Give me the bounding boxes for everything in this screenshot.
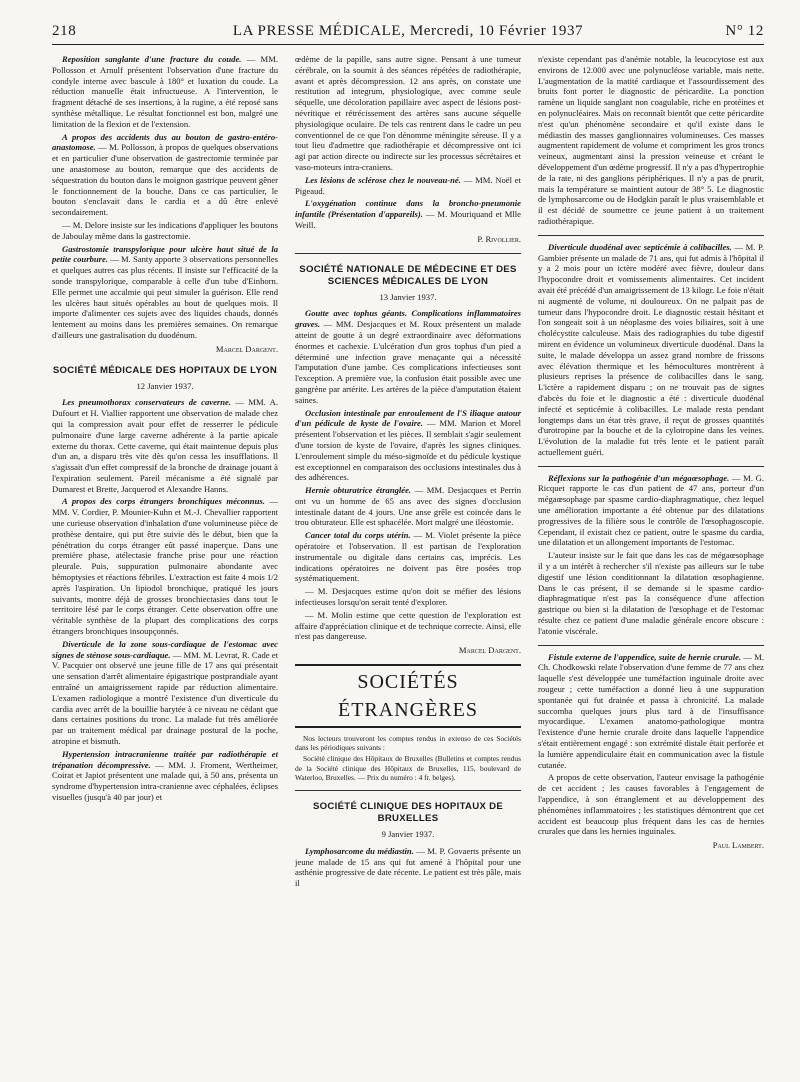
note-text: Société clinique des Hôpitaux de Bruxelles (Bulletins et comptes rendus de la Société clinique des Hôpitaux de Bruxelles, 115, boulevard de Waterloo, Bruxelles. — Prix du numéro : 4 fr. belges). [295, 754, 521, 782]
article-body: — M. Ch. Chodkowski relate l'observation d'une femme de 77 ans chez laquelle s'est développée une tuméfaction inguinale droite avec rougeur ; cette tuméfaction a donné lieu à une suppuration spontanée qui fut drainée et passa à chronicité. La malade succomba quelques jours plus tard à de l'insuffisance myocardique. L'examen anatomo-pathologique montra l'existence d'une hernie crurale droite dans laquelle l'appendice s'était entièrement engagé : son extrémité distale était perforée et la lumière appendiculaire était en communication avec la fistule cutanée. [538, 651, 764, 770]
article [295, 485, 521, 528]
divider [538, 645, 764, 646]
divider [538, 466, 764, 467]
note-text: Nos lecteurs trouveront les comptes rendus in extenso de ces Sociétés dans les périodiques suivants : [295, 734, 521, 753]
session-date: 12 Janvier 1937. [136, 380, 194, 391]
article [538, 652, 764, 771]
column-2 [295, 54, 521, 1070]
article-title: Les pneumothorax conservateurs de caverne. [62, 397, 232, 408]
article-title: Les lésions de sclérose chez le nouveau-né. [305, 174, 461, 185]
article-body: — M. Desjacques estime qu'on doit se méfier des lésions infectieuses lorsqu'on serait tenté d'explorer. [295, 586, 521, 608]
signature: Paul Lambert. [712, 840, 764, 851]
section-title: SOCIÉTÉS ÉTRANGÈRES [295, 664, 521, 728]
article [538, 473, 764, 549]
article [52, 132, 278, 218]
editorial-note [295, 734, 521, 782]
article-body: — M. P. Govaerts présente un jeune malade de 15 ans qui fut amené à l'hôpital pour une asthénie progressive de date récente. Le patient est très pâle, mais il [295, 845, 521, 889]
article-body: — M. Pollosson, à propos de quelques observations et en particulier d'une observation de gastrectomie terminée par une anastomose au bouton, remarque que des accidents de séquestration du bouton dans le moignon gastrique peuvent gêner le fonctionnement de la bouche. Dans ce cas particulier, le bouton s'enclavait dans le cardia et a dû être enlevé secondairement. [52, 142, 278, 218]
society-heading: SOCIÉTÉ MÉDICALE DES HOPITAUX DE LYON [52, 364, 278, 376]
signature: Marcel Dargent. [458, 645, 521, 656]
article-body: — MM. Marion et Morel présentent l'observation et les pièces. Il semblait s'agir seulement d'une torsion de kyste de l'ovaire, d'après les signes cliniques. L'enroulement simple du méso-sigmoïde et du pédicule kystique est exceptionnel en comparaison des occlusions intestinales dus à des adhérences. [295, 418, 521, 483]
article [295, 308, 521, 405]
article-continuation: n'existe cependant pas d'anémie notable, la leucocytose est aux environs de 12.000 avec une polynucléose variable, mais nette. L'augmentation de la matité cardiaque et l'assourdissement des bruits font porter le diagnostic de péricardite. La ponction ramène un liquide sanglant non coagulable, riche en protéines et en polynucléaires. Mais on reconnaît bientôt que cette péricardite n'est qu'un phénomène secondaire et qu'il existe dans le médiastin des masses ganglionnaires volumineuses. Ces masses augmentent rapidement de volume et compriment les gros troncs veineux, augmentant ainsi la pression veineuse et créant le développement d'un œdème progressif. Il n'y a pas d'hypertrophie de la rate, ni des ganglions périphériques. Il n'y a pas de prurit, mais la température se maintient autour de 38° 5. Le diagnostic de lymphosarcome ou de Hodgkin paraît le plus vraisemblable et il est décidé de soumettre ce jeune patient à un traitement radiothérapique. [538, 54, 764, 226]
article-body: — M. Violet présente la pièce opératoire et l'observation. Il est partisan de l'exploration instrumentale ou digitale dans certains cas, imprécis. Les indications opératoires ne doivent pas être posées trop systématiquement. [295, 530, 521, 584]
column-1 [52, 54, 278, 1070]
article-body: — M. Mouriquand et Mlle Weill. [295, 209, 521, 230]
article-body: A propos de cette observation, l'auteur envisage la pathogénie de cet accident ; les causes favorables à l'engagement de l'appendice, à son étranglement et au développement des phénomènes inflammatoires ; les statistiques démontrent que cet accident est beaucoup plus fréquent dans les cas de hernies crurales que dans les hernies inguinales. [538, 772, 764, 837]
article-title: Goutte avec tophus géants. Complications inflammatoires graves. [295, 308, 521, 330]
article-title: Diverticule duodénal avec septicémie à colibacilles. [548, 241, 732, 252]
article-body: — M. P. Gambier présente un malade de 71 ans, qui fut admis à l'hôpital il y a 2 mois pour un ictère modéré avec fièvre, douleur dans l'hypocondre droit et vomissements alimentaires. Cet incident avait été précédé d'un amaigrissement de 13 kilogr. Le foie n'était ni augmenté de volume, ni douloureux. On ne palpait pas de tumeur dans l'hypocondre droit. Le diagnostic restait hésitant et l'on songeait soit à un néoplasme des voies biliaires, soit à une cholécystite calculeuse. Mais des radiographies du tube digestif mirent en évidence un volumineux diverticule duodénal. Dans la suite, le malade développa un assez grand nombre de frissons avec élévation thermique et les hémocultures montrèrent à plusieurs reprises la présence de colibacilles dans le sang. L'ictère a rapidement disparu ; on ne trouvait pas de signes d'abcès du foie et le diagnostic a été : diverticule duodénal infecté et septicémie à colibacilles. Le malade resta pendant longtemps dans un état très grave, il reçut de grosses quantités d'urotropine par la bouche et de la cylotropine dans les veines. L'évolution de la maladie fut très lente et le patient paraît actuellement guéri. [538, 241, 764, 457]
article-title: Réflexions sur la pathogénie d'un mégaœsophage. [548, 472, 730, 483]
page-header [52, 20, 764, 45]
issue-number: N° 12 [725, 23, 764, 39]
divider [538, 235, 764, 236]
article-title: Cancer total du corps utérin. [305, 530, 411, 541]
article-body: — M. Delore insiste sur les indications d'appliquer les boutons de Jaboulay même dans la gastrectomie. [52, 219, 278, 241]
page-number: 218 [52, 23, 77, 39]
article [538, 242, 764, 458]
article [52, 496, 278, 636]
column-3 [538, 54, 764, 1070]
article [295, 175, 521, 197]
article-title: Lymphosarcome du médiastin. [305, 845, 414, 856]
article [295, 198, 521, 230]
article-title: Fistule externe de l'appendice, suite de hernie crurale. [548, 651, 742, 662]
newspaper-page [52, 20, 764, 1070]
article-title: Reposition sanglante d'une fracture du coude. [62, 54, 242, 64]
article [52, 397, 278, 494]
article-body: — MM. J. Froment, Wertheimer, Coirat et Japiot présentent une malade qui, à 50 ans, présenta un syndrome d'hypertension intra-cranienne avec céphalées, éclipses visuelles (jusqu'à 40 par jour) et [52, 759, 278, 802]
journal-title: LA PRESSE MÉDICALE, Mercredi, 10 Février 1937 [232, 23, 584, 39]
signature: P. Rivollier. [477, 233, 521, 244]
article [52, 244, 278, 341]
article-body: — MM. M. Levrat, R. Cade et V. Pacquier ont observé une jeune fille de 17 ans qui présentait une sensation d'arrêt alimentaire épigastrique postprandiale ayant entraîné un amaigrissement rapide par réduction alimentaire. L'examen radiologique a montré l'existence d'un diverticule du cardia avec arrêt de la bouillie barytée à ce niveau ne cédant que dans certaines positions du tronc. La malade fut très améliorée par un traitement médical par drainage postural de la poche, atropine et bismuth. [52, 649, 278, 747]
divider [295, 790, 521, 791]
article-title: Gastrostomie transpylorique pour ulcère haut situé de la petite courbure. [52, 243, 278, 265]
article [295, 530, 521, 584]
article-title: Hernie obturatrice étranglée. [305, 485, 412, 496]
article [295, 408, 521, 484]
session-date: 13 Janvier 1937. [379, 291, 437, 302]
article [52, 639, 278, 747]
society-heading: SOCIÉTÉ NATIONALE DE MÉDECINE ET DES SCIENCES MÉDICALES DE LYON [299, 263, 517, 287]
signature: Marcel Dargent. [215, 343, 278, 354]
divider [295, 253, 521, 254]
article [52, 749, 278, 803]
article-body: — M. Santy apporte 3 observations personnelles et quelques autres cas plus récents. Il insiste sur l'efficacité de la sonde transpylorique, comparable à celle d'un tube d'Einhorn. Elle permet une accalmie qui peut simuler la guérison. Elle rend les ulcères haut situés opérables au bout de quelques mois. Il importe d'alimenter ces sujets avec des liquides chauds, donnés lentement au moins dans les premières semaines. On remarque d'ailleurs une gastralisation du duodénum. [52, 254, 278, 340]
article [52, 54, 278, 130]
article-body: — MM. Desjacques et Perrin ont vu un homme de 65 ans avec des signes d'occlusion intestinale datant de 4 jours. Une anse grêle est coincée dans le trou obturateur. Elle est sphacélée. Mort malgré une iléostomie. [295, 485, 521, 528]
article-title: L'oxygénation continue dans la broncho-pneumonie infantile (Présentation d'appareils). [295, 198, 521, 220]
article-body: — MM. Pollosson et Arnulf présentent l'observation d'une fracture du condyle interne avec bascule à 180° et luxation du coude. La réduction manuelle était infructueuse. A l'intervention, le fragment détaché de ses insertions, à la rugine, a été reposé sans synthèse métallique. Le résultat fonctionnel est bon, malgré une limitation de la flexion et de l'extension. [52, 54, 278, 129]
article-body: — MM. Desjacques et M. Roux présentent un malade atteint de goutte à un degré extraordinaire avec déformations énormes et cachexie. L'ulcération d'un gros tophus d'un pied a déterminé une infection grave menaçante qui a nécessité l'amputation d'une jambe. Ces complications infectieuses sont l'exception. A première vue, la confusion était possible avec une gangrène par artérite. Les artères de la pièce d'amputation étaient saines. [295, 319, 521, 405]
article-body: L'auteur insiste sur le fait que dans les cas de mégaœsophage il y a un intérêt à rechercher s'il n'existe pas ailleurs sur le tube digestif une lésion conditionnant la dilatation œsophagienne. Dans le cas présent, il se demande si le spasme cardio-diaphragmatique n'est pas la conséquence d'une affection gastrique ou bien si la dilatation de l'œsophage et de l'estomac résulte chez ce patient d'une maladie générale encore obscure : l'atonie viscérale. [538, 550, 764, 636]
article-body: — MM. Noël et Pigeaud. [295, 174, 521, 196]
article-title: Occlusion intestinale par enroulement de l'S iliaque autour d'un pédicule de kyste de l'ovaire. [295, 407, 521, 429]
article [295, 846, 521, 889]
article-title: Diverticule de la zone sous-cardiaque de l'estomac avec signes de sténose sous-cardiaque. [52, 638, 278, 660]
article-body: — M. G. Ricquet rapporte le cas d'un patient de 47 ans, porteur d'un mégaœsophage par spasme cardio-diaphragmatique, chez lequel une amélioration importante a été obtenue par des dilatations progressives de la filière sous le contrôle de l'œsophagoscopie. Cependant, il existait chez ce patient, outre le spasme du cardia, une dilatation et un allongement importants de l'estomac. [538, 472, 764, 548]
session-date: 9 Janvier 1937. [381, 829, 435, 840]
society-heading: SOCIÉTÉ CLINIQUE DES HOPITAUX DE BRUXELLES [312, 801, 504, 825]
article-title: Hypertension intracranienne traitée par radiothérapie et trépanation décompressive. [52, 748, 278, 770]
article-continuation: œdème de la papille, sans autre signe. Pensant à une tumeur cérébrale, on la soumit à des séances répétées de radiothérapie, avant et après décompression. 12 ans après, on constate une restitution ad integrum, physiologique, avec comme seule séquelle, une décoloration papillaire avec aspect de lésions post-névritique et rétrécissement des artères sans aucune séquelle physiologique oculaire. De tels cas rentrent dans le cadre un peu conventionnel de ce que l'on dénomme méningite séreuse. Il y a tout lieu d'admettre que radiothérapie et décompressive ont ici agi par action directe ou indirecte sur les processus sécrétaires et vaso-moteurs intra-craniens. [295, 54, 521, 172]
article-body: — M. Molin estime que cette question de l'exploration est affaire d'appréciation clinique et de technique correcte. Ainsi, elle n'est pas dangereuse. [295, 609, 521, 642]
article-title: A propos des corps étrangers bronchiques méconnus. [62, 496, 265, 507]
article-title: A propos des accidents dus au bouton de gastro-entéro-anastomose. [52, 131, 278, 153]
article-body: — MM. V. Cordier, P. Mounier-Kuhn et M.-J. Chevallier rapportent une curieuse observation d'inhalation d'une volumineuse pièce de prothèse dentaire, qui put être suivie dès le début, bien que la pénétration du corps étranger eût passé inaperçue. Dans une première phase, atélectasie franche prise pour une réaction pleurale. Puis, suppuration pulmonaire abondante avec hémoptysies et réactions fébriles. L'extraction est faite 4 mois 1/2 après l'aspiration. Un lipiodol bronchique, pratiqué les jours suivants, montre déjà de grosses bronchiectasies dans tout le territoire lésé par le corps étranger. Cette observation offre une véritable synthèse de la plupart des complications des corps étrangers bronchiques insoupçonnés. [52, 496, 278, 637]
article-body: — MM. A. Dufourt et H. Viallier rapportent une observation de malade chez qui la compression avait pour effet de resserrer le pédicule pulmonaire d'une large caverne adhérente à la partie apicale externe du thorax. Cette caverne, qui était maintenue depuis plus d'un an, a disparu très vite dès qu'on cessa les insufflations. Il s'agissait d'un effet compressif de la bronche de drainage jouant à l'expiration seulement. Pareil mécanisme a été signalé par Dumarest et Brette, Jacquerod et Alexandre Hanns. [52, 397, 278, 494]
